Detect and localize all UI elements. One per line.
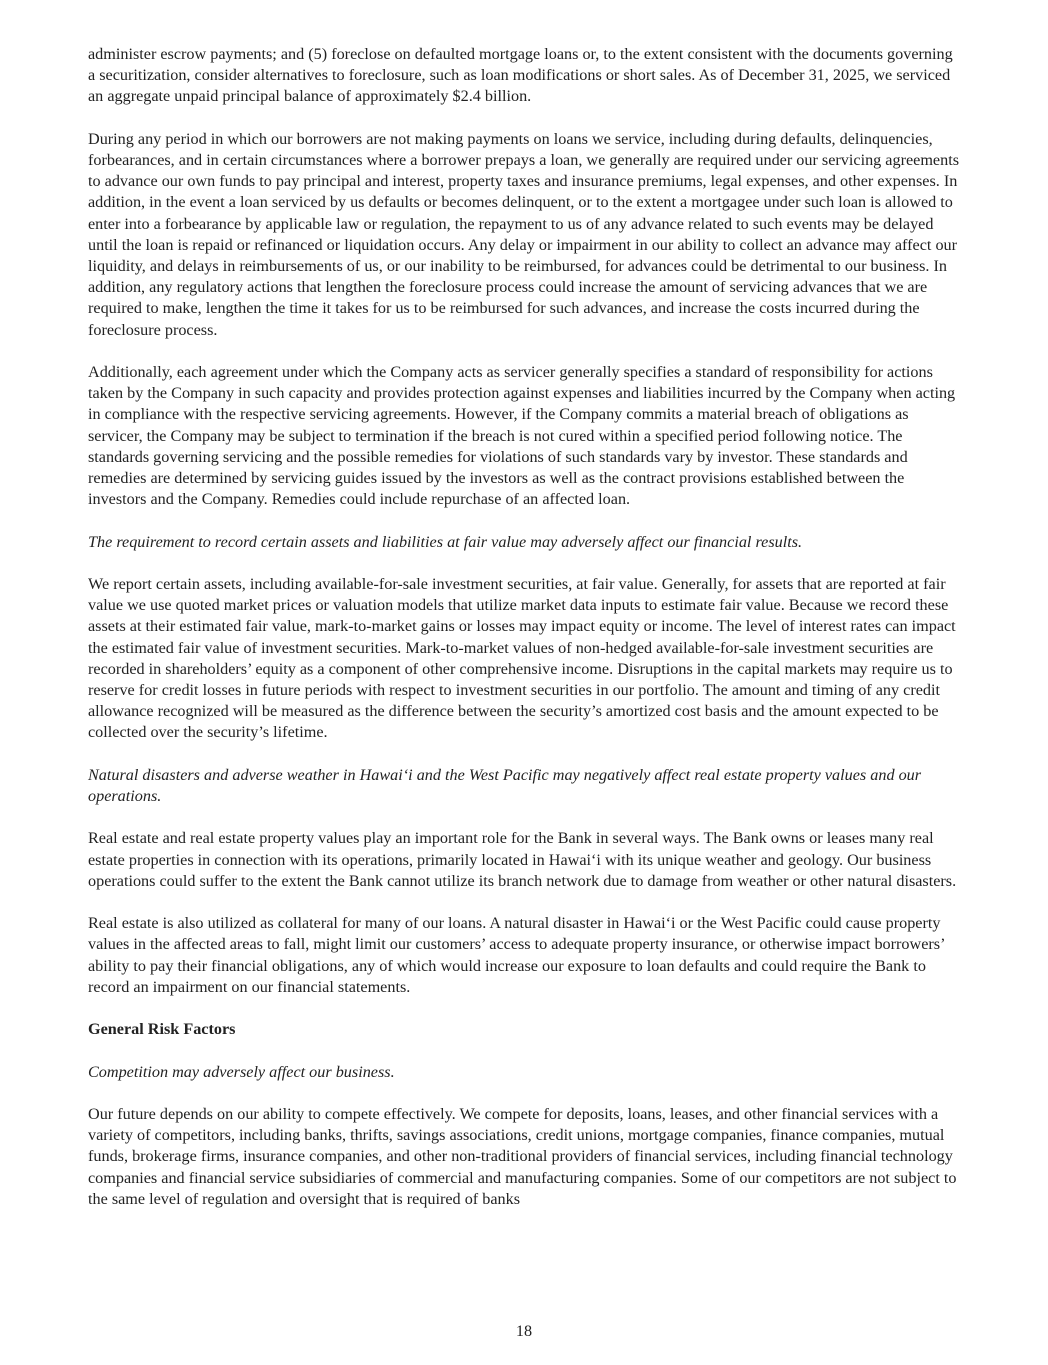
- paragraph-servicing-advances: During any period in which our borrowers are not making payments on loans we service, including during defaults, delinquencies, forbearances, and in certain circumstances where a borrower prepays a loan, we generally are required under our servicing agreements to advance our own funds to pay principal and interest, property taxes and insurance premiums, legal expenses, and other expenses. In addition, in the event a loan serviced by us defaults or becomes delinquent, or to the extent a mortgagee under such loan is allowed to enter into a forbearance by applicable law or regulation, the repayment to us of any advance related to such events may be delayed until the loan is repaid or refinanced or liquidation occurs. Any delay or impairment in our ability to collect an advance may affect our liquidity, and delays in reimbursements of us, or our inability to be reimbursed, for advances could be detrimental to our business. In addition, any regulatory actions that lengthen the foreclosure process could increase the amount of servicing advances that we are required to make, lengthen the time it takes for us to be reimbursed for such advances, and increase the costs incurred during the foreclosure process.: [88, 129, 960, 339]
- risk-heading-competition: Competition may adversely affect our business.: [88, 1062, 395, 1081]
- paragraph-real-estate-properties: Real estate and real estate property values play an important role for the Bank in several ways. The Bank owns or leases many real estate properties in connection with its operations, primarily located in Hawaiʻi with its unique weather and geology. Our business operations could suffer to the extent the Bank cannot utilize its branch network due to damage from weather or other natural disasters.: [88, 829, 957, 890]
- paragraph-competition: Our future depends on our ability to compete effectively. We compete for deposits, loans, leases, and other financial services with a variety of competitors, including banks, thrifts, savings associations, credit unions, mortgage companies, finance companies, mutual funds, brokerage firms, insurance companies, and other non-traditional providers of financial services, including financial technology companies and financial service subsidiaries of commercial and manufacturing companies. Some of our competitors are not subject to the same level of regulation and oversight that is required of banks: [88, 1105, 957, 1208]
- page-number: 18: [515, 1322, 533, 1340]
- paragraph-real-estate-collateral: Real estate is also utilized as collateral for many of our loans. A natural disaster in Hawaiʻi or the West Pacific could cause property values in the affected areas to fall, might limit our customers’ access to adequate property insurance, or otherwise impact borrowers’ ability to pay their financial obligations, any of which would increase our exposure to loan defaults and could require the Bank to record an impairment on our financial statements.: [88, 914, 945, 996]
- paragraph-servicer-agreements: Additionally, each agreement under which the Company acts as servicer generally specifies a standard of responsibility for actions taken by the Company in such capacity and provides protection against expenses and liabilities incurred by the Company when acting in compliance with the respective servicing agreements. However, if the Company commits a material breach of obligations as servicer, the Company may be subject to termination if the breach is not cured within a specified period following notice. The standards governing servicing and the possible remedies for violations of such standards vary by investor. These standards and remedies are determined by servicing guides issued by the investors as well as the contract provisions established between the investors and the Company. Remedies could include repurchase of an affected loan.: [88, 363, 956, 509]
- paragraph-servicing-balance: administer escrow payments; and (5) foreclose on defaulted mortgage loans or, to the extent consistent with the documents governing a securitization, consider alternatives to foreclosure, such as loan modifications or short sales. As of December 31, 2025, we serviced an aggregate unpaid principal balance of approximately $2.4 billion.: [88, 45, 953, 106]
- paragraph-fair-value: We report certain assets, including available-for-sale investment securities, at fair value. Generally, for assets that are reported at fair value we use quoted market prices or valuation models that utilize market data inputs to estimate fair value. Because we record these assets at their estimated fair value, mark-to-market gains or losses may impact equity or income. The level of interest rates can impact the estimated fair value of investment securities. Mark-to-market values of non-hedged available-for-sale investment securities are recorded in shareholders’ equity as a component of other comprehensive income. Disruptions in the capital markets may require us to reserve for credit losses in future periods with respect to investment securities in our portfolio. The amount and timing of any credit allowance recognized will be measured as the difference between the security’s amortized cost basis and the amount expected to be collected over the security’s lifetime.: [88, 575, 956, 742]
- risk-heading-fair-value: The requirement to record certain assets and liabilities at fair value may adversely affect our financial results.: [88, 532, 803, 551]
- risk-heading-natural-disasters: Natural disasters and adverse weather in Hawaiʻi and the West Pacific may negatively affect real estate property values and our operations.: [88, 765, 922, 806]
- section-heading-general-risk-factors: General Risk Factors: [88, 1020, 236, 1039]
- document-body: [88, 44, 963, 1231]
